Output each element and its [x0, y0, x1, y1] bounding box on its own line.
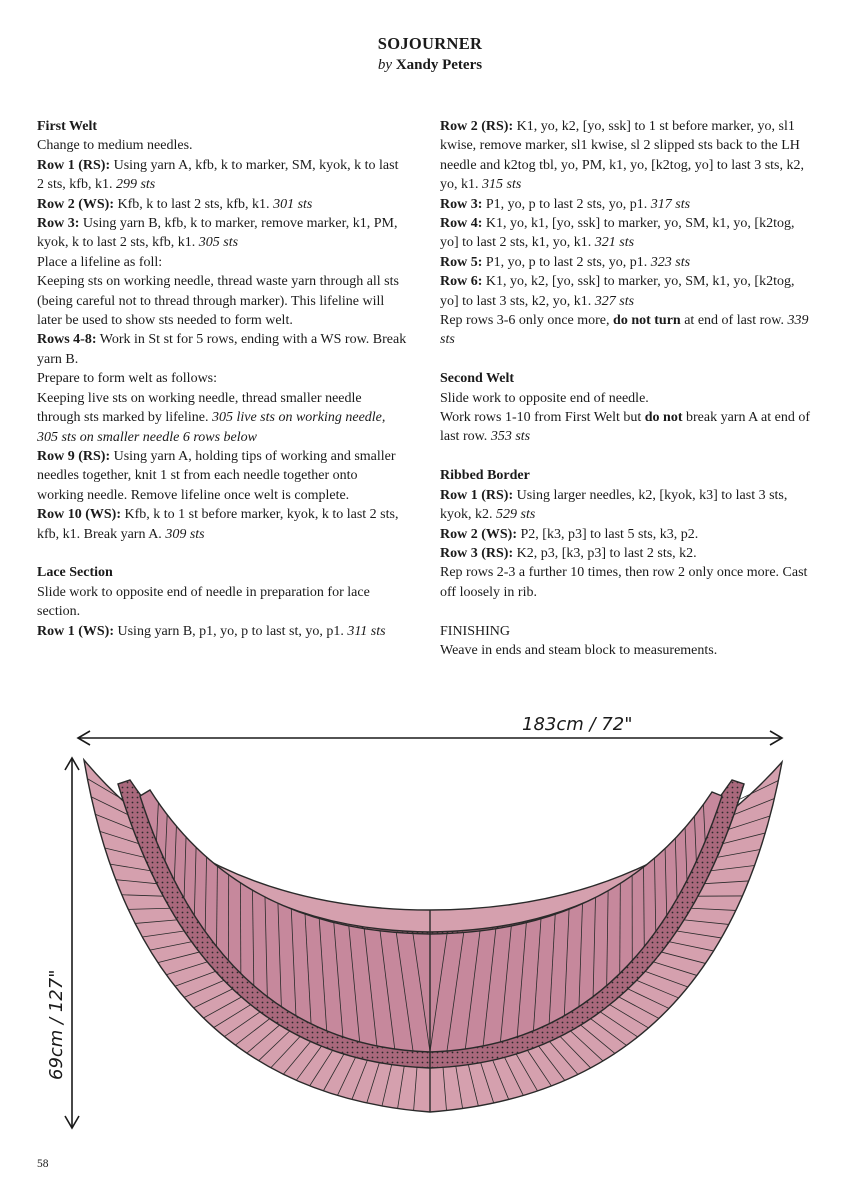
instruction-row — [37, 195, 407, 214]
instruction-row — [37, 214, 407, 253]
width-dimension — [78, 714, 782, 745]
instruction-text — [37, 583, 407, 622]
instruction-text — [440, 408, 810, 447]
stitch-count: 321 sts — [594, 235, 635, 251]
emphasis-text: do not turn — [613, 313, 681, 329]
row-text: K1, yo, k2, [yo, ssk] to 1 st before marker, yo, sl1 kwise, remove marker, sl1 kwise, sl 2 slipped sts back to the LH needle and k2tog tbl, yo, PM, k1, yo, [k2tog, yo] to last 3 sts, k2, yo, k1. — [440, 119, 804, 193]
shawl-schematic — [0, 700, 860, 1140]
byline-by: by — [377, 57, 393, 73]
row-label: Rows 4-8: — [37, 332, 97, 348]
stitch-count: 305 live sts on working needle, 305 sts on smaller needle 6 rows below — [37, 410, 386, 445]
instruction-row — [440, 525, 810, 544]
row-label: Row 5: — [440, 254, 483, 270]
row-text: Kfb, k to last 2 sts, kfb, k1. — [114, 196, 274, 212]
instruction-row — [440, 117, 810, 195]
instruction-row — [37, 156, 407, 195]
instruction-text — [37, 389, 407, 447]
stitch-count: 353 sts — [490, 429, 531, 445]
instruction-text — [440, 622, 810, 641]
row-text: Keeping live sts on working needle, thread smaller needle through sts marked by lifeline. — [37, 390, 362, 426]
depth-dimension — [46, 758, 79, 1128]
row-label: Row 1 (RS): — [440, 487, 514, 503]
paragraph-gap — [440, 447, 810, 466]
row-label: Row 1 (RS): — [37, 157, 111, 173]
row-text: break yarn A at end of last row. — [440, 410, 810, 445]
row-text: Prepare to form welt as follows: — [37, 371, 218, 387]
stitch-count: 311 sts — [347, 623, 386, 639]
row-label: Row 9 (RS): — [37, 448, 111, 464]
row-text: Using yarn B, kfb, k to marker, remove marker, k1, PM, kyok, k to last 2 sts, kfb, k1. — [37, 216, 398, 251]
row-text: Slide work to opposite end of needle. — [440, 390, 649, 406]
instruction-row — [440, 544, 810, 563]
instruction-text — [37, 136, 407, 155]
paragraph-gap — [440, 602, 810, 621]
row-text: Change to medium needles. — [37, 138, 193, 154]
row-text: K1, yo, k1, [yo, ssk] to marker, yo, SM, k1, yo, [k2tog, yo] to last 2 sts, k1, yo, k1. — [440, 216, 795, 251]
row-text: K2, p3, [k3, p3] to last 2 sts, k2. — [513, 545, 697, 561]
row-text: P2, [k3, p3] to last 5 sts, k3, p2. — [517, 526, 699, 542]
instruction-row — [37, 330, 407, 369]
instruction-text — [440, 641, 810, 660]
instruction-row — [440, 486, 810, 525]
section-heading: First Welt — [37, 119, 98, 134]
row-label: Row 3: — [37, 216, 80, 232]
row-text: Keeping sts on working needle, thread waste yarn through all sts (being careful not to thread through marker). This lifeline will later be used to show sts needed to form welt. — [37, 274, 399, 329]
instruction-row — [37, 622, 407, 641]
depth-label: 69cm / 127" — [46, 969, 67, 1080]
row-label: Row 10 (WS): — [37, 507, 121, 523]
page-header — [0, 34, 860, 75]
instruction-row — [440, 253, 810, 272]
row-text: K1, yo, k2, [yo, ssk] to marker, yo, SM, k1, yo, [k2tog, yo] to last 3 sts, k2, yo, k1. — [440, 274, 795, 309]
paragraph-gap — [440, 350, 810, 369]
row-text: Weave in ends and steam block to measurements. — [440, 642, 718, 658]
row-label: Row 6: — [440, 274, 483, 290]
row-text: P1, yo, p to last 2 sts, yo, p1. — [482, 196, 651, 212]
byline — [0, 55, 860, 75]
stitch-count: 317 sts — [650, 196, 691, 212]
instruction-row — [37, 505, 407, 544]
section-heading: Lace Section — [37, 565, 113, 581]
shawl-shape — [84, 760, 782, 1112]
stitch-count: 301 sts — [273, 196, 313, 212]
row-label: Row 4: — [440, 216, 483, 232]
stitch-count: 305 sts — [198, 235, 239, 251]
row-text: P1, yo, p to last 2 sts, yo, p1. — [482, 254, 651, 270]
stitch-count: 339 sts — [440, 313, 809, 348]
instruction-row — [440, 272, 810, 311]
row-label: Row 2 (WS): — [440, 526, 517, 542]
row-label: Row 2 (RS): — [440, 119, 514, 134]
instruction-row — [37, 447, 407, 505]
instruction-row — [440, 195, 810, 214]
row-text: FINISHING — [440, 623, 510, 639]
row-label: Row 1 (WS): — [37, 623, 114, 639]
row-text: Using yarn A, holding tips of working and smaller needles together, knit 1 st from each needle together onto working needle. Remove lifeline once welt is complete. — [37, 448, 396, 503]
row-text: Rep rows 2-3 a further 10 times, then row 2 only once more. Cast off loosely in rib. — [440, 565, 808, 600]
page-number: 58 — [37, 1158, 49, 1170]
instruction-text — [440, 311, 810, 350]
stitch-count: 315 sts — [482, 177, 522, 193]
row-text: Place a lifeline as foll: — [37, 254, 163, 270]
width-label: 183cm / 72" — [522, 714, 633, 735]
section-heading: Ribbed Border — [440, 468, 530, 484]
instruction-text — [37, 253, 407, 272]
stitch-count: 299 sts — [115, 177, 156, 193]
pattern-title: SOJOURNER — [377, 34, 483, 53]
stitch-count: 529 sts — [496, 507, 536, 523]
row-text: Slide work to opposite end of needle in preparation for lace section. — [37, 584, 370, 620]
designer-name: Xandy Peters — [395, 57, 483, 73]
row-text: Kfb, k to 1 st before marker, kyok, k to last 2 sts, kfb, k1. Break yarn A. — [37, 507, 399, 542]
row-text: Using yarn A, kfb, k to marker, SM, kyok, k to last 2 sts, kfb, k1. — [37, 157, 399, 193]
instructions-right-column — [440, 117, 810, 660]
stitch-count: 323 sts — [650, 254, 691, 270]
emphasis-text: do not — [644, 410, 683, 426]
instruction-text — [440, 389, 810, 408]
section-heading: Second Welt — [440, 371, 515, 387]
instruction-row — [440, 214, 810, 253]
instruction-text — [37, 272, 407, 330]
row-label: Row 3 (RS): — [440, 545, 514, 561]
instruction-text — [37, 369, 407, 388]
instructions-left-column — [37, 117, 407, 641]
row-text: Work rows 1-10 from First Welt but — [440, 410, 645, 426]
row-text: Rep rows 3-6 only once more, — [440, 313, 614, 329]
row-label: Row 2 (WS): — [37, 196, 114, 212]
row-text: Using larger needles, k2, [kyok, k3] to last 3 sts, kyok, k2. — [440, 487, 788, 523]
row-text: Work in St st for 5 rows, ending with a WS row. Break yarn B. — [37, 332, 407, 367]
paragraph-gap — [37, 544, 407, 563]
stitch-count: 309 sts — [165, 526, 205, 542]
instruction-text — [440, 563, 810, 602]
stitch-count: 327 sts — [594, 293, 635, 309]
row-text: at end of last row. — [680, 313, 788, 329]
row-label: Row 3: — [440, 196, 483, 212]
row-text: Using yarn B, p1, yo, p to last st, yo, p1. — [114, 623, 348, 639]
